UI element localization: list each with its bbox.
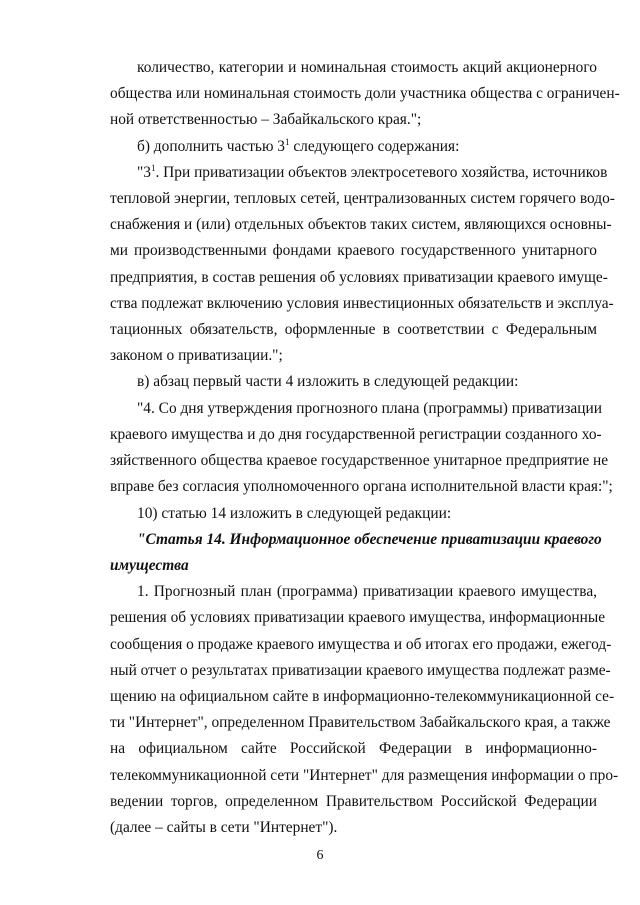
text-line: предприятия, в состав решения об условиях приватизации краевого имуще- [110,269,608,286]
text-line: вправе без согласия уполномоченного органа исполнительной власти края:"; [110,478,613,495]
text-line: ный отчет о результатах приватизации краевого имущества подлежат разме- [110,662,611,679]
text-line: снабжения и (или) отдельных объектов таких систем, являющихся основны- [110,216,612,233]
text-line: 10) статью 14 изложить в следующей редакции: [137,505,452,522]
text-line: законом о приватизации."; [110,347,283,364]
text-line: сообщения о продаже краевого имущества и об итогах его продажи, ежегод- [110,636,612,653]
text-line: ти "Интернет", определенном Правительством Забайкальского края, а также [110,714,611,731]
text-line: щению на официальном сайте в информационно-телекоммуникационной се- [110,688,615,705]
text-line: "4. Со дня утверждения прогнозного плана (программы) приватизации [137,400,602,417]
text-line: общества или номинальная стоимость доли участника общества с ограничен- [110,85,620,102]
text-line: тационных обязательств, оформленные в соответствии с Федеральным [110,321,597,338]
article-heading: "Статья 14. Информационное обеспечение приватизации краевого [137,531,602,548]
text-line: ми производственными фондами краевого государственного унитарного [110,242,597,259]
article-heading: имущества [110,557,189,574]
text-line: ной ответственностью – Забайкальского края."; [110,111,422,128]
text-line: 1. Прогнозный план (программа) приватизации краевого имущества, [137,583,597,600]
text-line: ства подлежат включению условия инвестиционных обязательств и эксплуа- [110,295,614,312]
text-line: б) дополнить частью $3^1$ следующего содержания: [137,136,460,155]
text-line: "$3^1$. При приватизации объектов электросетевого хозяйства, источников [137,162,608,181]
text-line: ведении торгов, определенном Правительством Российской Федерации [110,793,597,810]
text-line: на официальном сайте Российской Федерации в информационно- [110,740,597,757]
text-line: тепловой энергии, тепловых сетей, централизованных систем горячего водо- [110,190,615,207]
text-line: краевого имущества и до дня государственной регистрации созданного хо- [110,426,602,443]
text-line: решения об условиях приватизации краевого имущества, информационные [110,609,606,626]
text-line: (далее – сайты в сети "Интернет"). [110,819,338,836]
text-line: в) абзац первый части 4 изложить в следующей редакции: [137,373,519,390]
text-line: количество, категории и номинальная стоимость акций акционерного [137,59,597,76]
text-line: телекоммуникационной сети "Интернет" для размещения информации о про- [110,767,619,784]
text-line: зяйственного общества краевое государственное унитарное предприятие не [110,452,609,469]
page-number: 6 [316,848,324,863]
